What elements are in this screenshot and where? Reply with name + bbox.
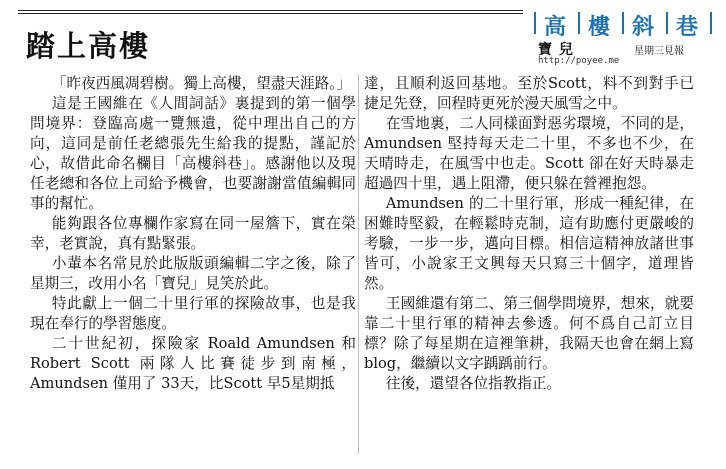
paragraph: 這是王國維在《人間詞話》裏提到的第一個學問境界：登臨高處一覽無遺，從中理出自己的方向，這同是前任老總張先生給我的提點，謹記於心，故借此命名欄目「高樓斜巷」。感謝他以及現任老總和各位上司給予機會，也要謝謝當值編輯同事的幫忙。 <box>30 95 356 212</box>
column-masthead <box>532 8 720 64</box>
column-divider <box>358 74 359 454</box>
author-url: http://poyee.me <box>538 56 620 66</box>
paragraph: 達，且順利返回基地。至於Scott，料不到對手已捷足先登，回程時更死於漫天風雪之中。 <box>364 75 694 112</box>
paragraph: 王國維還有第二、第三個學問境界，想來，就要靠二十里行軍的精神去參透。何不爲自己訂立目標？除了每星期在這裡筆耕，我隔天也會在網上寫 blog，繼續以文字踽踽前行。 <box>364 295 694 372</box>
column-name-banner <box>532 8 720 40</box>
article-title: 踏上高樓 <box>26 29 151 63</box>
masthead-separator <box>534 12 536 34</box>
masthead-separator <box>578 12 580 34</box>
paragraph: 特此獻上一個二十里行軍的探險故事，也是我現在奉行的學習態度。 <box>30 295 356 332</box>
paragraph: 能夠跟各位專欄作家寫在同一屋簷下，實在榮幸，老實說，真有點緊張。 <box>30 215 356 252</box>
column-name-char-4: 巷 <box>676 15 699 40</box>
paragraph: 往後，還望各位指教指正。 <box>385 375 562 392</box>
article-column-right <box>364 74 694 394</box>
column-name-char-3: 斜 <box>632 15 655 40</box>
paragraph: 二十世紀初，探險家 Roald Amundsen 和 Robert Scott 兩隊人比賽徒步到南極，Amundsen 僅用了 33天，比Scott 早5星期抵 <box>30 335 356 392</box>
masthead-separator <box>622 12 624 34</box>
header-rule-top <box>18 10 523 11</box>
publish-day: 星期三見報 <box>634 46 684 57</box>
header-rule-bottom <box>18 13 523 14</box>
masthead-separator <box>666 12 668 34</box>
article-column-left <box>30 74 356 394</box>
column-name-char-2: 樓 <box>588 15 611 40</box>
paragraph: 在雪地裏，二人同樣面對惡劣環境，不同的是，Amundsen 堅持每天走二十里，不多也不少，在天晴時走，在風雪中也走。Scott 卻在好天時暴走超過四十里，遇上阻滯，便只躲在營裡抱怨。 <box>364 115 694 192</box>
masthead-separator <box>710 12 712 34</box>
author-byline: 寶 兒 <box>538 42 574 58</box>
column-name-char-1: 高 <box>544 15 567 40</box>
paragraph: Amundsen 的二十里行軍，形成一種紀律，在困難時堅毅，在輕鬆時克制，這有助應付更嚴峻的考驗，一步一步，邁向目標。相信這精神放諸世事皆可，小說家王文興每天只寫三十個字，道理皆然。 <box>364 195 694 292</box>
paragraph: 「昨夜西風凋碧樹。獨上高樓，望盡天涯路。」 <box>51 75 352 92</box>
paragraph: 小輩本名常見於此版版頭編輯二字之後，除了星期三，改用小名「寶兒」見笑於此。 <box>30 255 356 292</box>
